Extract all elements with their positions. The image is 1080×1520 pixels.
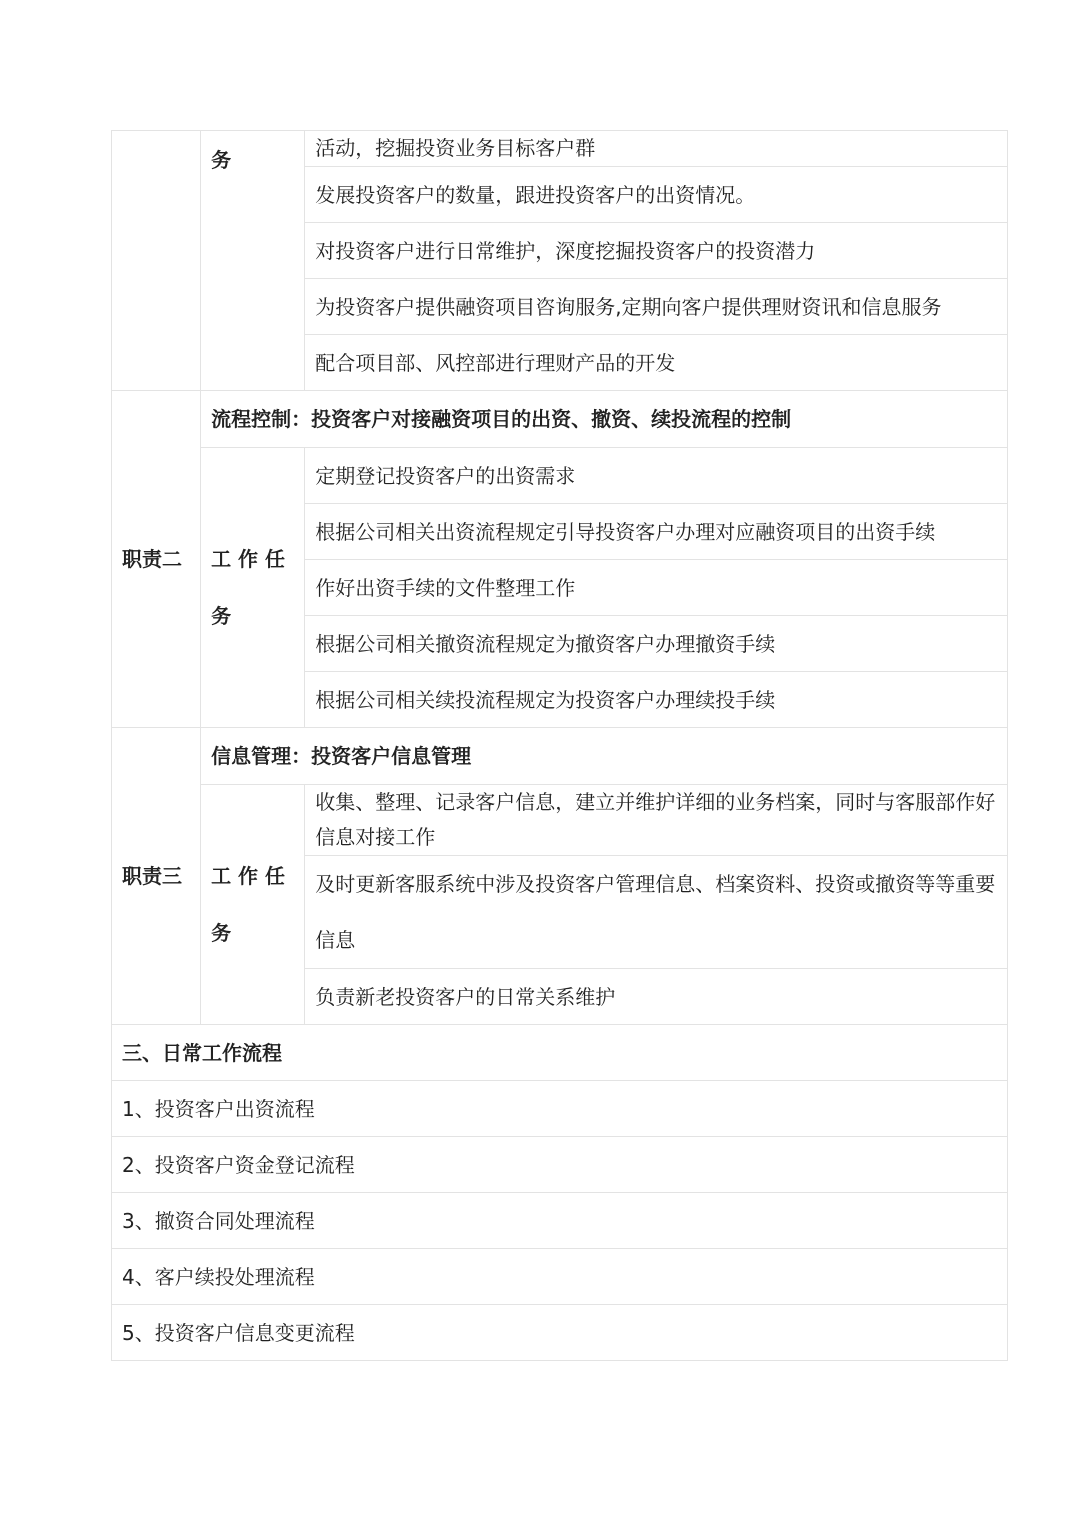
duty2-task-label (201, 448, 305, 728)
workflow-item-1: 1、投资客户出资流程 (112, 1081, 1008, 1137)
workflow-row-2 (112, 1137, 1008, 1193)
duty2-heading-row (112, 391, 1008, 448)
duty3-item-3: 负责新老投资客户的日常关系维护 (305, 969, 1008, 1025)
duty2-row-1 (112, 448, 1008, 504)
duty1-item-2: 发展投资客户的数量，跟进投资客户的出资情况。 (305, 167, 1008, 223)
duty3-heading-row (112, 728, 1008, 785)
duty1-label-cell (112, 131, 201, 391)
duty3-item-1: 收集、整理、记录客户信息，建立并维护详细的业务档案，同时与客服部作好信息对接工作 (305, 785, 1008, 856)
duty2-item-5: 根据公司相关续投流程规定为投资客户办理续投手续 (305, 672, 1008, 728)
workflow-row-4 (112, 1249, 1008, 1305)
workflow-item-4: 4、客户续投处理流程 (112, 1249, 1008, 1305)
duty2-label: 职责二 (112, 391, 201, 728)
workflow-item-3: 3、撤资合同处理流程 (112, 1193, 1008, 1249)
workflow-item-2: 2、投资客户资金登记流程 (112, 1137, 1008, 1193)
workflow-row-1 (112, 1081, 1008, 1137)
duty3-row-1 (112, 785, 1008, 856)
duty2-task-label-line2: 务 (211, 603, 232, 628)
workflow-title: 三、日常工作流程 (112, 1025, 1008, 1081)
duty2-item-4: 根据公司相关撤资流程规定为撤资客户办理撤资手续 (305, 616, 1008, 672)
duty1-item-3: 对投资客户进行日常维护，深度挖掘投资客户的投资潜力 (305, 223, 1008, 279)
duty3-heading: 信息管理：投资客户信息管理 (201, 728, 1008, 785)
duty3-task-label-line2: 务 (211, 920, 232, 945)
duty3-task-label-line1: 工 作 任 (211, 863, 286, 888)
duties-table (111, 130, 1008, 1361)
workflow-item-5: 5、投资客户信息变更流程 (112, 1305, 1008, 1361)
duty3-item-2: 及时更新客服系统中涉及投资客户管理信息、档案资料、投资或撤资等等重要信息 (305, 856, 1008, 969)
workflow-row-3 (112, 1193, 1008, 1249)
duty2-item-2: 根据公司相关出资流程规定引导投资客户办理对应融资项目的出资手续 (305, 504, 1008, 560)
duty2-item-1: 定期登记投资客户的出资需求 (305, 448, 1008, 504)
duty1-item-4: 为投资客户提供融资项目咨询服务,定期向客户提供理财资讯和信息服务 (305, 279, 1008, 335)
duty1-row-1 (112, 131, 1008, 167)
duty1-item-1: 活动，挖掘投资业务目标客户群 (305, 131, 1008, 167)
duty1-task-label: 务 (201, 131, 305, 391)
duty3-task-label (201, 785, 305, 1025)
duty2-heading: 流程控制：投资客户对接融资项目的出资、撤资、续投流程的控制 (201, 391, 1008, 448)
duty1-item-5: 配合项目部、风控部进行理财产品的开发 (305, 335, 1008, 391)
duty2-task-label-line1: 工 作 任 (211, 546, 286, 571)
duty3-label: 职责三 (112, 728, 201, 1025)
duty2-item-3: 作好出资手续的文件整理工作 (305, 560, 1008, 616)
workflow-row-5 (112, 1305, 1008, 1361)
workflow-title-row (112, 1025, 1008, 1081)
